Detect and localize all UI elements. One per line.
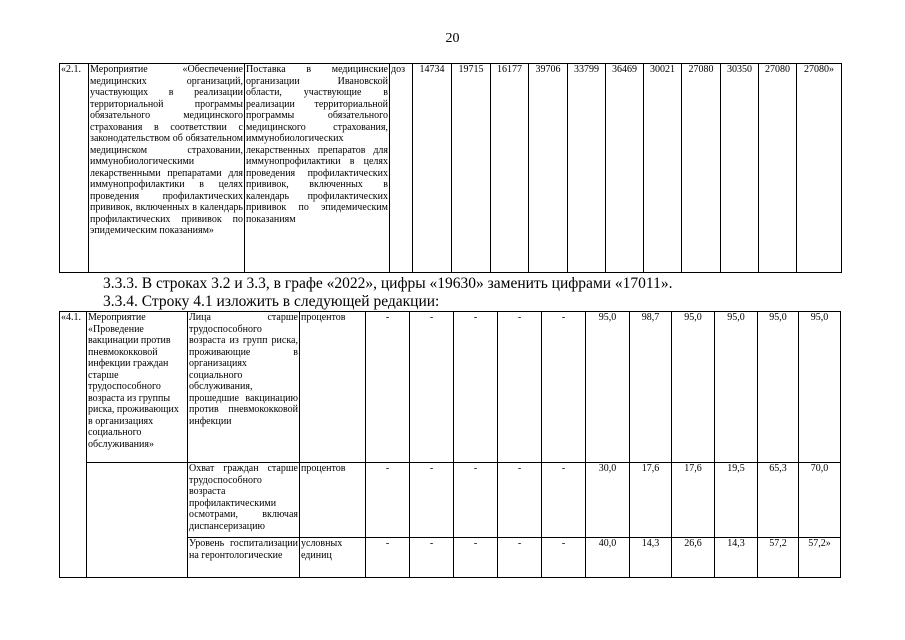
value-cell: 19,5: [715, 463, 758, 538]
unit: процентов: [300, 312, 366, 463]
value-cell: 70,0: [799, 463, 841, 538]
value-cell: 26,6: [672, 538, 715, 578]
value-cell: -: [410, 538, 454, 578]
value-cell: 95,0: [715, 312, 758, 463]
value-cell: -: [498, 463, 542, 538]
value-cell: -: [454, 312, 498, 463]
value-cell: 98,7: [630, 312, 672, 463]
row-number: «2.1.: [60, 64, 89, 273]
unit: доз: [390, 64, 413, 273]
value-cell: 95,0: [799, 312, 841, 463]
value-cell: -: [410, 312, 454, 463]
value-cell: 40,0: [586, 538, 630, 578]
value-cell: 57,2»: [799, 538, 841, 578]
row-number: «4.1.: [60, 312, 87, 578]
value-cell: -: [454, 538, 498, 578]
value-cell: 95,0: [672, 312, 715, 463]
value-cell: 27080»: [797, 64, 842, 273]
value-cell: -: [366, 538, 410, 578]
page-number: 20: [445, 31, 460, 46]
value-cell: 57,2: [758, 538, 799, 578]
value-cell: 27080: [759, 64, 797, 273]
value-cell: -: [542, 463, 586, 538]
indicator-name: Лица старше трудоспособного возраста из групп риска, проживающие в организациях социального обслуживания, прошедшие вакцинацию против пневмококковой инфекции: [188, 312, 300, 463]
value-cell: 19715: [452, 64, 491, 273]
measures-table-2-1: [59, 63, 842, 273]
value-cell: 14,3: [630, 538, 672, 578]
value-cell: 17,6: [672, 463, 715, 538]
value-cell: -: [498, 312, 542, 463]
value-cell: 65,3: [758, 463, 799, 538]
indicator-name: Поставка в медицинские организации Ивановской области, участвующие в реализации территориальной программы обязательного медицинского страхования, иммунобиологических лекарственных препаратов для иммунопрофилактики в целях проведения профилактических прививок, включенных в календарь профилактических прививок по эпидемическим показаниям: [245, 64, 390, 273]
value-cell: 95,0: [758, 312, 799, 463]
value-cell: 17,6: [630, 463, 672, 538]
value-cell: -: [498, 538, 542, 578]
value-cell: -: [542, 312, 586, 463]
amendment-paragraph-3-3-3: 3.3.3. В строках 3.2 и 3.3, в графе «2022», цифры «19630» заменить цифрами «17011».: [103, 275, 673, 292]
value-cell: 30021: [644, 64, 682, 273]
indicator-name: Уровень госпитализации на геронтологические: [188, 538, 300, 578]
amendment-paragraph-3-3-4: 3.3.4. Строку 4.1 изложить в следующей редакции:: [103, 293, 440, 310]
value-cell: -: [366, 463, 410, 538]
value-cell: 33799: [568, 64, 606, 273]
event-name-text: Мероприятие «Проведение вакцинации против пневмококковой инфекции граждан старше трудоспособного возраста из группы риска, проживающих в организациях социального обслуживания»: [87, 312, 187, 463]
value-cell: 27080: [682, 64, 721, 273]
value-cell: 14734: [413, 64, 452, 273]
value-cell: 95,0: [586, 312, 630, 463]
value-cell: 36469: [606, 64, 644, 273]
value-cell: 14,3: [715, 538, 758, 578]
value-cell: 30350: [721, 64, 759, 273]
value-cell: -: [366, 312, 410, 463]
measures-table-4-1: [59, 311, 841, 578]
value-cell: 16177: [491, 64, 529, 273]
value-cell: 39706: [529, 64, 568, 273]
indicator-name: Охват граждан старше трудоспособного возраста профилактическими осмотрами, включая диспансеризацию: [188, 463, 300, 538]
unit: условных единиц: [300, 538, 366, 578]
table-row: [60, 64, 842, 273]
event-name: [87, 312, 188, 578]
value-cell: 30,0: [586, 463, 630, 538]
value-cell: -: [542, 538, 586, 578]
event-name: Мероприятие «Обеспечение медицинских организаций, участвующих в реализации территориальной программы обязательного медицинского страхования в соответствии с законодательством об обязательном медицинском страховании, иммунобиологическими лекарственными препаратами для иммунопрофилактики в целях проведения профилактических прививок, включенных в календарь профилактических прививок по эпидемическим показаниям»: [89, 64, 245, 273]
value-cell: -: [410, 463, 454, 538]
unit: процентов: [300, 463, 366, 538]
table-row: [60, 312, 841, 463]
value-cell: -: [454, 463, 498, 538]
